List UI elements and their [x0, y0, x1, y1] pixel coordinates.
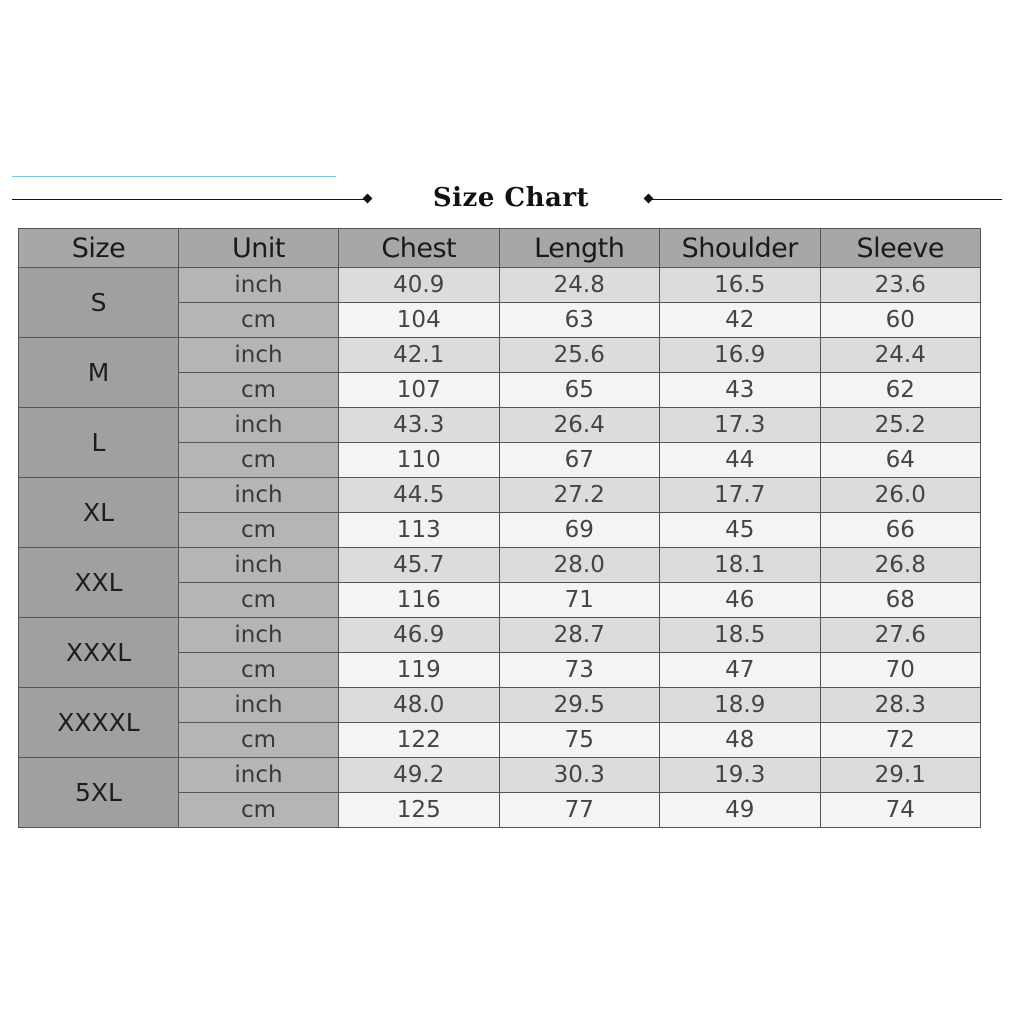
- shoulder-value: 17.7: [660, 478, 821, 513]
- sleeve-value: 64: [820, 443, 981, 478]
- table-row: [19, 338, 981, 373]
- sleeve-value: 24.4: [820, 338, 981, 373]
- length-value: 25.6: [499, 338, 660, 373]
- length-value: 65: [499, 373, 660, 408]
- size-label: XXXL: [19, 618, 179, 688]
- shoulder-value: 47: [660, 653, 821, 688]
- size-label: XL: [19, 478, 179, 548]
- shoulder-value: 43: [660, 373, 821, 408]
- sleeve-value: 27.6: [820, 618, 981, 653]
- size-label: XXL: [19, 548, 179, 618]
- sleeve-value: 28.3: [820, 688, 981, 723]
- chest-value: 125: [339, 793, 500, 828]
- unit-label: inch: [179, 408, 339, 443]
- header-length: Length: [499, 229, 660, 268]
- chest-value: 46.9: [339, 618, 500, 653]
- table-row: [19, 268, 981, 303]
- title-rule-left: [12, 199, 368, 200]
- unit-label: inch: [179, 338, 339, 373]
- table-row: [19, 758, 981, 793]
- page-title: Size Chart: [432, 183, 590, 213]
- unit-label: inch: [179, 758, 339, 793]
- chest-value: 44.5: [339, 478, 500, 513]
- header-size: Size: [19, 229, 179, 268]
- unit-label: cm: [179, 583, 339, 618]
- sleeve-value: 68: [820, 583, 981, 618]
- shoulder-value: 18.5: [660, 618, 821, 653]
- sleeve-value: 26.0: [820, 478, 981, 513]
- length-value: 67: [499, 443, 660, 478]
- chest-value: 43.3: [339, 408, 500, 443]
- length-value: 77: [499, 793, 660, 828]
- unit-label: inch: [179, 688, 339, 723]
- length-value: 29.5: [499, 688, 660, 723]
- shoulder-value: 42: [660, 303, 821, 338]
- table-row: [19, 408, 981, 443]
- sleeve-value: 72: [820, 723, 981, 758]
- unit-label: inch: [179, 618, 339, 653]
- table-row: [19, 618, 981, 653]
- table-body: [19, 268, 981, 828]
- shoulder-value: 49: [660, 793, 821, 828]
- unit-label: cm: [179, 443, 339, 478]
- chest-value: 107: [339, 373, 500, 408]
- title-row: [12, 180, 1002, 216]
- sleeve-value: 29.1: [820, 758, 981, 793]
- shoulder-value: 18.9: [660, 688, 821, 723]
- size-label: 5XL: [19, 758, 179, 828]
- header-chest: Chest: [339, 229, 500, 268]
- shoulder-value: 16.9: [660, 338, 821, 373]
- unit-label: cm: [179, 303, 339, 338]
- chest-value: 119: [339, 653, 500, 688]
- shoulder-value: 46: [660, 583, 821, 618]
- chest-value: 104: [339, 303, 500, 338]
- unit-label: inch: [179, 478, 339, 513]
- size-label: L: [19, 408, 179, 478]
- length-value: 69: [499, 513, 660, 548]
- shoulder-value: 44: [660, 443, 821, 478]
- sleeve-value: 25.2: [820, 408, 981, 443]
- length-value: 24.8: [499, 268, 660, 303]
- unit-label: cm: [179, 653, 339, 688]
- chest-value: 122: [339, 723, 500, 758]
- chest-value: 48.0: [339, 688, 500, 723]
- length-value: 63: [499, 303, 660, 338]
- sleeve-value: 66: [820, 513, 981, 548]
- chest-value: 116: [339, 583, 500, 618]
- unit-label: cm: [179, 373, 339, 408]
- length-value: 26.4: [499, 408, 660, 443]
- shoulder-value: 18.1: [660, 548, 821, 583]
- sleeve-value: 26.8: [820, 548, 981, 583]
- sleeve-value: 60: [820, 303, 981, 338]
- chest-value: 49.2: [339, 758, 500, 793]
- length-value: 27.2: [499, 478, 660, 513]
- unit-label: cm: [179, 513, 339, 548]
- header-row: [19, 229, 981, 268]
- chest-value: 40.9: [339, 268, 500, 303]
- chest-value: 42.1: [339, 338, 500, 373]
- shoulder-value: 45: [660, 513, 821, 548]
- size-label: S: [19, 268, 179, 338]
- length-value: 75: [499, 723, 660, 758]
- chest-value: 113: [339, 513, 500, 548]
- length-value: 28.7: [499, 618, 660, 653]
- shoulder-value: 19.3: [660, 758, 821, 793]
- diamond-left-icon: [363, 194, 373, 204]
- length-value: 71: [499, 583, 660, 618]
- shoulder-value: 48: [660, 723, 821, 758]
- length-value: 28.0: [499, 548, 660, 583]
- chest-value: 45.7: [339, 548, 500, 583]
- shoulder-value: 17.3: [660, 408, 821, 443]
- table-row: [19, 688, 981, 723]
- title-rule-right: [652, 199, 1002, 200]
- length-value: 73: [499, 653, 660, 688]
- header-sleeve: Sleeve: [820, 229, 981, 268]
- unit-label: inch: [179, 548, 339, 583]
- shoulder-value: 16.5: [660, 268, 821, 303]
- length-value: 30.3: [499, 758, 660, 793]
- chest-value: 110: [339, 443, 500, 478]
- table-row: [19, 548, 981, 583]
- unit-label: inch: [179, 268, 339, 303]
- table-row: [19, 478, 981, 513]
- size-label: M: [19, 338, 179, 408]
- sleeve-value: 23.6: [820, 268, 981, 303]
- header-unit: Unit: [179, 229, 339, 268]
- unit-label: cm: [179, 723, 339, 758]
- sleeve-value: 74: [820, 793, 981, 828]
- size-label: XXXXL: [19, 688, 179, 758]
- unit-label: cm: [179, 793, 339, 828]
- header-shoulder: Shoulder: [660, 229, 821, 268]
- sleeve-value: 70: [820, 653, 981, 688]
- sleeve-value: 62: [820, 373, 981, 408]
- size-chart-table: [18, 228, 981, 828]
- top-link-underline: [12, 176, 336, 177]
